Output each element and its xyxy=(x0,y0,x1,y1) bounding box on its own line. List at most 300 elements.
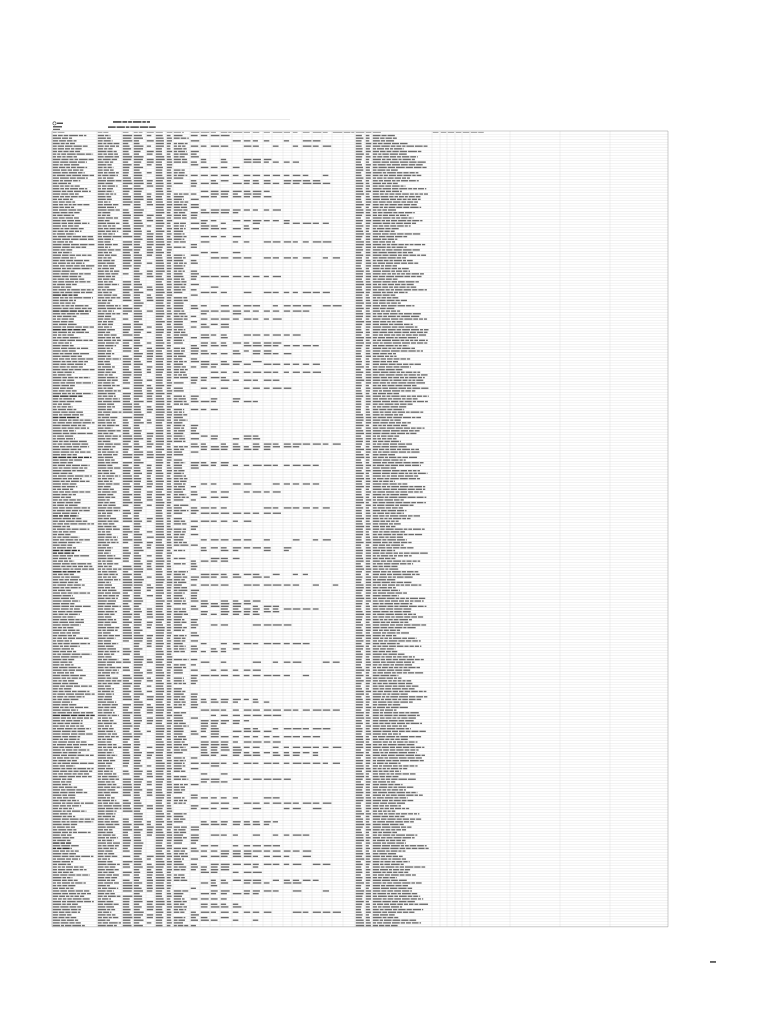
table-cell-text xyxy=(167,286,172,287)
table-cell-text xyxy=(174,404,189,405)
ink-mark xyxy=(167,278,172,279)
ink-mark xyxy=(191,326,197,327)
table-cell-text xyxy=(373,340,428,341)
ink-mark xyxy=(382,326,391,327)
ink-mark xyxy=(186,151,187,152)
ink-mark xyxy=(421,374,428,375)
ink-mark xyxy=(72,390,77,391)
ink-mark xyxy=(123,223,129,224)
ink-mark xyxy=(111,297,116,298)
ink-mark xyxy=(53,361,61,362)
table-cell-text xyxy=(98,169,114,170)
ink-mark xyxy=(389,364,396,365)
ink-mark xyxy=(391,396,399,397)
ink-mark xyxy=(356,361,362,362)
ink-mark xyxy=(356,318,362,319)
table-cell-text xyxy=(53,180,81,181)
ink-mark xyxy=(174,161,181,162)
table-cell-text xyxy=(156,435,164,436)
table-cell-text xyxy=(366,369,371,370)
ink-mark xyxy=(79,180,81,181)
ink-mark xyxy=(366,239,370,240)
table-cell-text xyxy=(303,372,311,373)
ink-mark xyxy=(284,305,291,306)
table-cell-text xyxy=(156,406,163,407)
ink-mark xyxy=(398,252,402,253)
table-cell-text xyxy=(53,358,93,359)
ink-mark xyxy=(423,396,427,397)
table-cell-text xyxy=(53,268,92,269)
ink-mark xyxy=(167,310,171,311)
ink-mark xyxy=(373,302,378,303)
table-cell-text xyxy=(53,138,72,139)
table-cell-text xyxy=(98,364,111,365)
ink-mark xyxy=(74,265,80,266)
ink-mark xyxy=(356,385,362,386)
ink-mark xyxy=(104,294,112,295)
ink-mark xyxy=(313,180,320,181)
table-cell-text xyxy=(174,161,188,162)
ink-mark xyxy=(211,167,218,168)
ink-mark xyxy=(401,372,405,373)
ink-mark xyxy=(191,132,200,133)
table-cell-text xyxy=(167,263,171,264)
table-cell-text xyxy=(373,321,403,322)
ink-mark xyxy=(366,153,369,154)
ink-mark xyxy=(134,398,139,399)
ink-mark xyxy=(108,126,116,127)
table-cell-text xyxy=(303,364,309,365)
ink-mark xyxy=(123,284,132,285)
ink-mark xyxy=(244,193,252,194)
ink-mark xyxy=(191,273,199,274)
ink-mark xyxy=(156,377,163,378)
ink-mark xyxy=(147,263,152,264)
ink-mark xyxy=(383,215,388,216)
ink-mark xyxy=(399,406,406,407)
ink-mark xyxy=(84,377,89,378)
ink-mark xyxy=(167,223,171,224)
ink-mark xyxy=(233,236,241,237)
table-cell-text xyxy=(273,257,279,258)
table-cell-text xyxy=(366,385,369,386)
table-cell-text xyxy=(221,372,227,373)
table-cell-text xyxy=(191,361,199,362)
ink-mark xyxy=(98,353,105,354)
ink-mark xyxy=(156,329,164,330)
ink-mark xyxy=(156,132,163,133)
table-cell-text xyxy=(366,380,371,381)
table-cell-text xyxy=(134,353,143,354)
ink-mark xyxy=(373,401,381,402)
table-cell-text xyxy=(53,321,74,322)
ink-mark xyxy=(356,398,362,399)
table-cell-text xyxy=(373,401,428,402)
ink-mark xyxy=(394,196,398,197)
table-cell-text xyxy=(53,265,95,266)
ink-mark xyxy=(123,135,132,136)
table-cell-text xyxy=(356,297,363,298)
ink-mark xyxy=(381,135,386,136)
ink-mark xyxy=(106,337,111,338)
ink-mark xyxy=(244,175,251,176)
table-cell-text xyxy=(211,252,218,253)
table-cell-text xyxy=(134,332,141,333)
table-row xyxy=(53,353,396,354)
table-cell-text xyxy=(366,148,370,149)
ink-mark xyxy=(392,340,400,341)
ink-mark xyxy=(185,143,188,144)
ink-mark xyxy=(253,161,261,162)
table-cell-text xyxy=(174,268,184,269)
ink-mark xyxy=(134,249,140,250)
table-row xyxy=(53,228,399,229)
ink-mark xyxy=(378,215,382,216)
ink-mark xyxy=(381,350,390,351)
ink-mark xyxy=(244,140,251,141)
table-cell-text xyxy=(134,411,142,412)
ink-mark xyxy=(108,257,112,258)
ink-mark xyxy=(103,260,110,261)
table-cell-text xyxy=(356,326,361,327)
ink-mark xyxy=(68,406,72,407)
ink-mark xyxy=(167,404,171,405)
table-cell-text xyxy=(98,191,114,192)
ink-mark xyxy=(178,329,183,330)
ink-mark xyxy=(373,263,377,264)
ink-mark xyxy=(356,151,363,152)
table-cell-text xyxy=(123,409,132,410)
ink-mark xyxy=(174,310,181,311)
ink-mark xyxy=(366,161,369,162)
ink-mark xyxy=(385,228,390,229)
ink-mark xyxy=(244,196,250,197)
ink-mark xyxy=(110,417,117,418)
ink-mark xyxy=(410,156,416,157)
ink-mark xyxy=(174,353,184,354)
ink-mark xyxy=(284,220,290,221)
ink-mark xyxy=(356,241,364,242)
ink-mark xyxy=(373,278,377,279)
ink-mark xyxy=(201,380,207,381)
table-cell-text xyxy=(293,145,298,146)
table-cell-text xyxy=(53,433,93,434)
table-cell-text xyxy=(134,286,143,287)
table-cell-text xyxy=(167,382,172,383)
table-cell-text xyxy=(156,263,164,264)
ink-mark xyxy=(123,294,131,295)
table-cell-text xyxy=(156,204,165,205)
ink-mark xyxy=(191,430,196,431)
table-cell-text xyxy=(53,233,76,234)
ink-mark xyxy=(384,260,389,261)
ink-mark xyxy=(156,148,162,149)
ink-mark xyxy=(389,286,393,287)
table-cell-text xyxy=(174,289,186,290)
table-cell-text xyxy=(221,161,228,162)
ink-mark xyxy=(91,419,92,420)
ink-mark xyxy=(373,201,378,202)
ink-mark xyxy=(373,396,381,397)
ink-mark xyxy=(73,422,82,423)
ink-mark xyxy=(253,342,261,343)
table-cell-text xyxy=(366,361,370,362)
table-row xyxy=(53,145,428,146)
ink-mark xyxy=(366,334,370,335)
table-row xyxy=(53,276,422,277)
ink-mark xyxy=(373,364,379,365)
ink-mark xyxy=(421,350,423,351)
ink-mark xyxy=(74,257,75,258)
ink-mark xyxy=(86,292,93,293)
ink-mark xyxy=(69,255,75,256)
ink-mark xyxy=(191,425,198,426)
table-cell-text xyxy=(53,382,93,383)
table-cell-text xyxy=(167,294,172,295)
ink-mark xyxy=(82,369,88,370)
ink-mark xyxy=(380,268,383,269)
table-cell-text xyxy=(53,302,75,303)
ink-mark xyxy=(418,289,423,290)
ink-mark xyxy=(53,324,58,325)
ink-mark xyxy=(114,396,116,397)
ink-mark xyxy=(264,342,272,343)
table-cell-text xyxy=(244,241,250,242)
ink-mark xyxy=(123,167,130,168)
ink-mark xyxy=(123,297,130,298)
ink-mark xyxy=(356,156,362,157)
table-cell-text xyxy=(134,239,143,240)
ink-mark xyxy=(123,188,132,189)
table-cell-text xyxy=(98,271,120,272)
table-cell-text xyxy=(147,153,153,154)
ink-mark xyxy=(356,356,362,357)
ink-mark xyxy=(183,257,186,258)
table-cell-text xyxy=(167,329,172,330)
table-cell-text xyxy=(167,425,171,426)
ink-mark xyxy=(107,425,115,426)
ink-mark xyxy=(53,153,57,154)
ink-mark xyxy=(70,278,78,279)
ink-mark xyxy=(107,406,111,407)
table-cell-text xyxy=(53,340,93,341)
ink-mark xyxy=(167,321,172,322)
ink-mark xyxy=(404,313,412,314)
ink-mark xyxy=(174,308,183,309)
table-cell-text xyxy=(174,284,186,285)
ink-mark xyxy=(108,321,113,322)
table-cell-text xyxy=(174,417,183,418)
table-cell-text xyxy=(123,193,129,194)
table-cell-text xyxy=(156,145,164,146)
table-cell-text xyxy=(147,185,153,186)
ink-mark xyxy=(174,425,182,426)
ink-mark xyxy=(62,337,68,338)
ink-mark xyxy=(379,374,385,375)
table-cell-text xyxy=(221,342,226,343)
table-cell-text xyxy=(53,414,84,415)
table-row xyxy=(53,212,415,213)
ink-mark xyxy=(74,212,79,213)
ink-mark xyxy=(123,308,133,309)
ink-mark xyxy=(381,145,389,146)
table-cell-text xyxy=(221,193,228,194)
ink-mark xyxy=(58,183,67,184)
ink-mark xyxy=(98,404,106,405)
table-cell-text xyxy=(356,292,364,293)
table-cell-text xyxy=(356,151,363,152)
ink-mark xyxy=(61,406,66,407)
ink-mark xyxy=(134,292,144,293)
ink-mark xyxy=(72,316,76,317)
table-cell-text xyxy=(134,244,140,245)
table-cell-text xyxy=(134,225,144,226)
ink-mark xyxy=(323,257,328,258)
table-cell-text xyxy=(201,161,207,162)
table-cell-text xyxy=(53,159,94,160)
ink-mark xyxy=(123,151,129,152)
table-cell-text xyxy=(373,427,425,428)
ink-mark xyxy=(397,433,405,434)
ink-mark xyxy=(408,217,411,218)
ink-mark xyxy=(373,244,381,245)
ink-mark xyxy=(399,313,404,314)
ink-mark xyxy=(415,281,418,282)
ink-mark xyxy=(53,281,58,282)
ink-mark xyxy=(117,126,125,127)
ink-mark xyxy=(104,284,110,285)
ink-mark xyxy=(105,374,108,375)
table-cell-text xyxy=(211,353,217,354)
ink-mark xyxy=(85,310,89,311)
table-cell-text xyxy=(174,422,183,423)
ink-mark xyxy=(211,183,218,184)
ink-mark xyxy=(73,180,78,181)
table-cell-text xyxy=(211,409,218,410)
ink-mark xyxy=(83,297,91,298)
ink-mark xyxy=(413,318,418,319)
ink-mark xyxy=(191,427,197,428)
table-cell-text xyxy=(147,401,152,402)
table-cell-text xyxy=(134,345,143,346)
ink-mark xyxy=(392,321,396,322)
table-cell-text xyxy=(156,284,163,285)
table-cell-text xyxy=(98,164,112,165)
ink-mark xyxy=(69,318,74,319)
ink-mark xyxy=(191,396,199,397)
table-cell-text xyxy=(366,292,370,293)
ink-mark xyxy=(221,159,226,160)
ink-mark xyxy=(174,233,182,234)
ink-mark xyxy=(403,364,408,365)
ink-mark xyxy=(167,350,172,351)
ink-mark xyxy=(373,409,379,410)
table-cell-text xyxy=(134,310,142,311)
ink-mark xyxy=(70,228,77,229)
ink-mark xyxy=(53,358,58,359)
ink-mark xyxy=(412,417,416,418)
table-cell-text xyxy=(284,353,292,354)
table-cell-text xyxy=(211,286,219,287)
ink-mark xyxy=(53,132,57,133)
table-cell-text xyxy=(174,151,187,152)
ink-mark xyxy=(211,225,218,226)
ink-mark xyxy=(390,161,399,162)
ink-mark xyxy=(105,414,110,415)
table-cell-text xyxy=(123,313,128,314)
table-row xyxy=(53,382,425,383)
ink-mark xyxy=(406,334,412,335)
ink-mark xyxy=(221,364,230,365)
ink-mark xyxy=(373,366,378,367)
table-cell-text xyxy=(156,228,162,229)
ink-mark xyxy=(389,215,395,216)
ink-mark xyxy=(174,177,183,178)
table-cell-text xyxy=(356,135,362,136)
ink-mark xyxy=(53,278,57,279)
ink-mark xyxy=(83,393,91,394)
ink-mark xyxy=(156,185,164,186)
ink-mark xyxy=(273,145,279,146)
ink-mark xyxy=(394,404,399,405)
table-cell-text xyxy=(98,393,115,394)
table-cell-text xyxy=(167,411,172,412)
ink-mark xyxy=(379,180,383,181)
table-cell-text xyxy=(233,193,238,194)
ink-mark xyxy=(53,263,57,264)
table-cell-text xyxy=(201,401,210,402)
table-cell-text xyxy=(366,247,371,248)
table-cell-text xyxy=(201,135,207,136)
ink-mark xyxy=(62,393,67,394)
ink-mark xyxy=(76,247,81,248)
ink-mark xyxy=(134,268,140,269)
ink-mark xyxy=(156,404,165,405)
table-cell-text xyxy=(167,313,172,314)
table-cell-text xyxy=(373,231,395,232)
ink-mark xyxy=(185,175,187,176)
ink-mark xyxy=(393,138,397,139)
ink-mark xyxy=(174,388,183,389)
table-cell-text xyxy=(191,247,197,248)
ink-mark xyxy=(156,231,165,232)
header-cell-text xyxy=(167,132,173,133)
ink-mark xyxy=(156,337,163,338)
ink-mark xyxy=(156,175,163,176)
ink-mark xyxy=(174,419,178,420)
ink-mark xyxy=(67,140,73,141)
ink-mark xyxy=(410,433,416,434)
table-cell-text xyxy=(147,348,152,349)
table-cell-text xyxy=(167,297,171,298)
table-cell-text xyxy=(244,372,251,373)
table-cell-text xyxy=(373,419,401,420)
ink-mark xyxy=(433,132,439,133)
ink-mark xyxy=(181,350,185,351)
table-cell-text xyxy=(167,175,172,176)
ink-mark xyxy=(98,265,102,266)
table-cell-text xyxy=(273,220,279,221)
table-cell-text xyxy=(366,212,370,213)
ink-mark xyxy=(68,294,72,295)
table-cell-text xyxy=(53,217,79,218)
ink-mark xyxy=(123,161,128,162)
ink-mark xyxy=(62,244,70,245)
ink-mark xyxy=(409,364,413,365)
ink-mark xyxy=(67,364,74,365)
ink-mark xyxy=(107,380,111,381)
ink-mark xyxy=(65,297,69,298)
